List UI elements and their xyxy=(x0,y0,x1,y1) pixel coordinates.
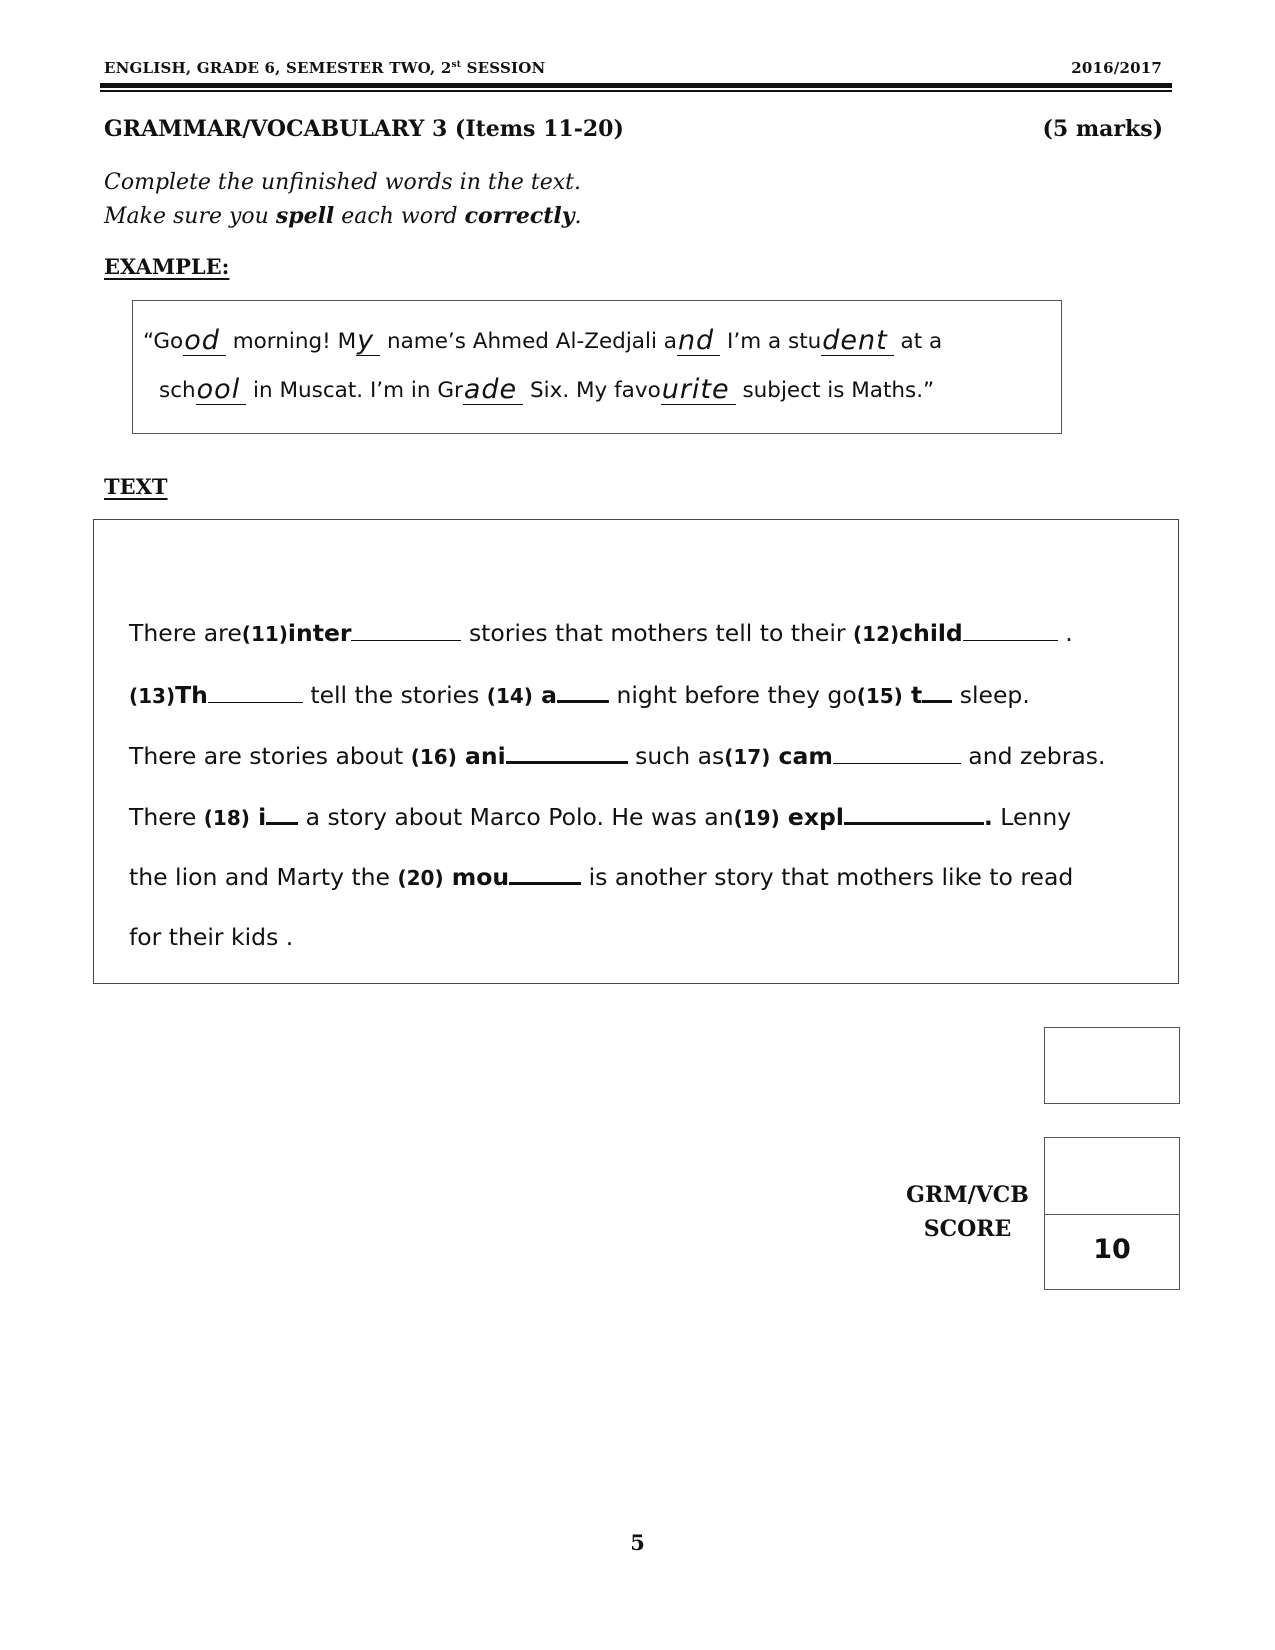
header-rule-thick xyxy=(100,83,1172,88)
answer-blank-12[interactable] xyxy=(963,620,1058,641)
item-stem-11: inter xyxy=(287,619,352,647)
text-line-3: There are stories about (16) ani such as(17) cam and zebras. xyxy=(129,742,1106,770)
item-number-20: (20) xyxy=(397,866,444,890)
example-text: morning! M xyxy=(225,329,357,354)
text-line-4: There (18) i a story about Marco Polo. He was an(19) expl . Lenny xyxy=(129,803,1072,831)
example-handwritten-answer: od xyxy=(183,327,226,356)
item-number-17: (17) xyxy=(724,745,771,769)
example-handwritten-answer: ool xyxy=(196,376,247,405)
example-label: EXAMPLE: xyxy=(104,254,230,279)
answer-blank-11[interactable] xyxy=(351,620,461,641)
header-rule-thin xyxy=(100,90,1172,92)
example-handwritten-answer: nd xyxy=(677,327,720,356)
header-year: 2016/2017 xyxy=(1071,59,1162,77)
example-text: at a xyxy=(893,329,943,354)
example-text: Six. My favo xyxy=(523,378,661,403)
item-number-15: (15) xyxy=(856,684,903,708)
example-line-2 xyxy=(159,376,934,405)
answer-blank-19[interactable] xyxy=(844,802,984,825)
answer-blank-13[interactable] xyxy=(208,682,303,703)
answer-blank-14[interactable] xyxy=(557,680,609,703)
example-text: sch xyxy=(159,378,196,403)
instruction-line-1: Complete the unfinished words in the text. xyxy=(104,170,582,195)
example-handwritten-answer: urite xyxy=(661,376,736,405)
example-text: subject is Maths.” xyxy=(735,378,935,403)
item-stem-15: t xyxy=(902,681,923,709)
item-stem-18: i xyxy=(249,803,267,831)
item-stem-13: Th xyxy=(175,681,208,709)
text-line-2: (13)Th tell the stories (14) a night before they go(15) t sleep. xyxy=(129,681,1030,709)
example-handwritten-answer: dent xyxy=(821,327,893,356)
item-number-11: (11) xyxy=(241,622,288,646)
example-handwritten-answer: y xyxy=(356,327,380,356)
answer-blank-17[interactable] xyxy=(833,743,961,764)
answer-blank-20[interactable] xyxy=(509,862,581,885)
section-marks: (5 marks) xyxy=(1042,116,1163,142)
header-title: ENGLISH, GRADE 6, SEMESTER TWO, 2st SESSION xyxy=(104,59,546,77)
item-stem-20: mou xyxy=(443,863,510,891)
item-number-14: (14) xyxy=(486,684,533,708)
instruction-line-2: Make sure you spell each word correctly. xyxy=(104,203,582,229)
item-number-12: (12) xyxy=(853,622,900,646)
score-label-line-1: GRM/VCB xyxy=(906,1182,1029,1208)
score-label-line-2: SCORE xyxy=(923,1216,1012,1242)
item-stem-16: ani xyxy=(456,742,506,770)
score-entry-cell[interactable] xyxy=(1045,1138,1179,1214)
text-line-6: for their kids . xyxy=(129,923,294,951)
item-number-19: (19) xyxy=(733,806,780,830)
item-stem-14: a xyxy=(532,681,557,709)
example-handwritten-answer: ade xyxy=(463,376,523,405)
example-text: name’s Ahmed Al-Zedjali a xyxy=(380,329,677,354)
text-line-5: the lion and Marty the (20) mou is another story that mothers like to read xyxy=(129,863,1074,891)
example-text: I’m a stu xyxy=(720,329,822,354)
item-number-16: (16) xyxy=(410,745,457,769)
score-box xyxy=(1044,1137,1180,1290)
item-number-18: (18) xyxy=(203,806,250,830)
item-stem-17: cam xyxy=(770,742,833,770)
example-text: in Muscat. I’m in Gr xyxy=(246,378,463,403)
example-text: “Go xyxy=(143,329,184,354)
page-number: 5 xyxy=(630,1530,645,1555)
answer-blank-18[interactable] xyxy=(266,802,298,825)
item-stem-12: child xyxy=(899,619,963,647)
text-box xyxy=(93,519,1179,984)
item-stem-19: expl xyxy=(779,803,844,831)
score-box-divider xyxy=(1045,1214,1179,1215)
text-line-1: There are(11)inter stories that mothers tell to their (12)child . xyxy=(129,619,1073,647)
answer-blank-15[interactable] xyxy=(922,680,952,703)
example-line-1 xyxy=(143,327,942,356)
answer-blank-16[interactable] xyxy=(506,741,628,764)
example-box xyxy=(132,300,1062,434)
score-total: 10 xyxy=(1093,1234,1131,1265)
section-title: GRAMMAR/VOCABULARY 3 (Items 11-20) xyxy=(104,116,624,142)
item-number-13: (13) xyxy=(129,684,176,708)
text-label: TEXT xyxy=(104,474,168,499)
marker-box[interactable] xyxy=(1044,1027,1180,1104)
